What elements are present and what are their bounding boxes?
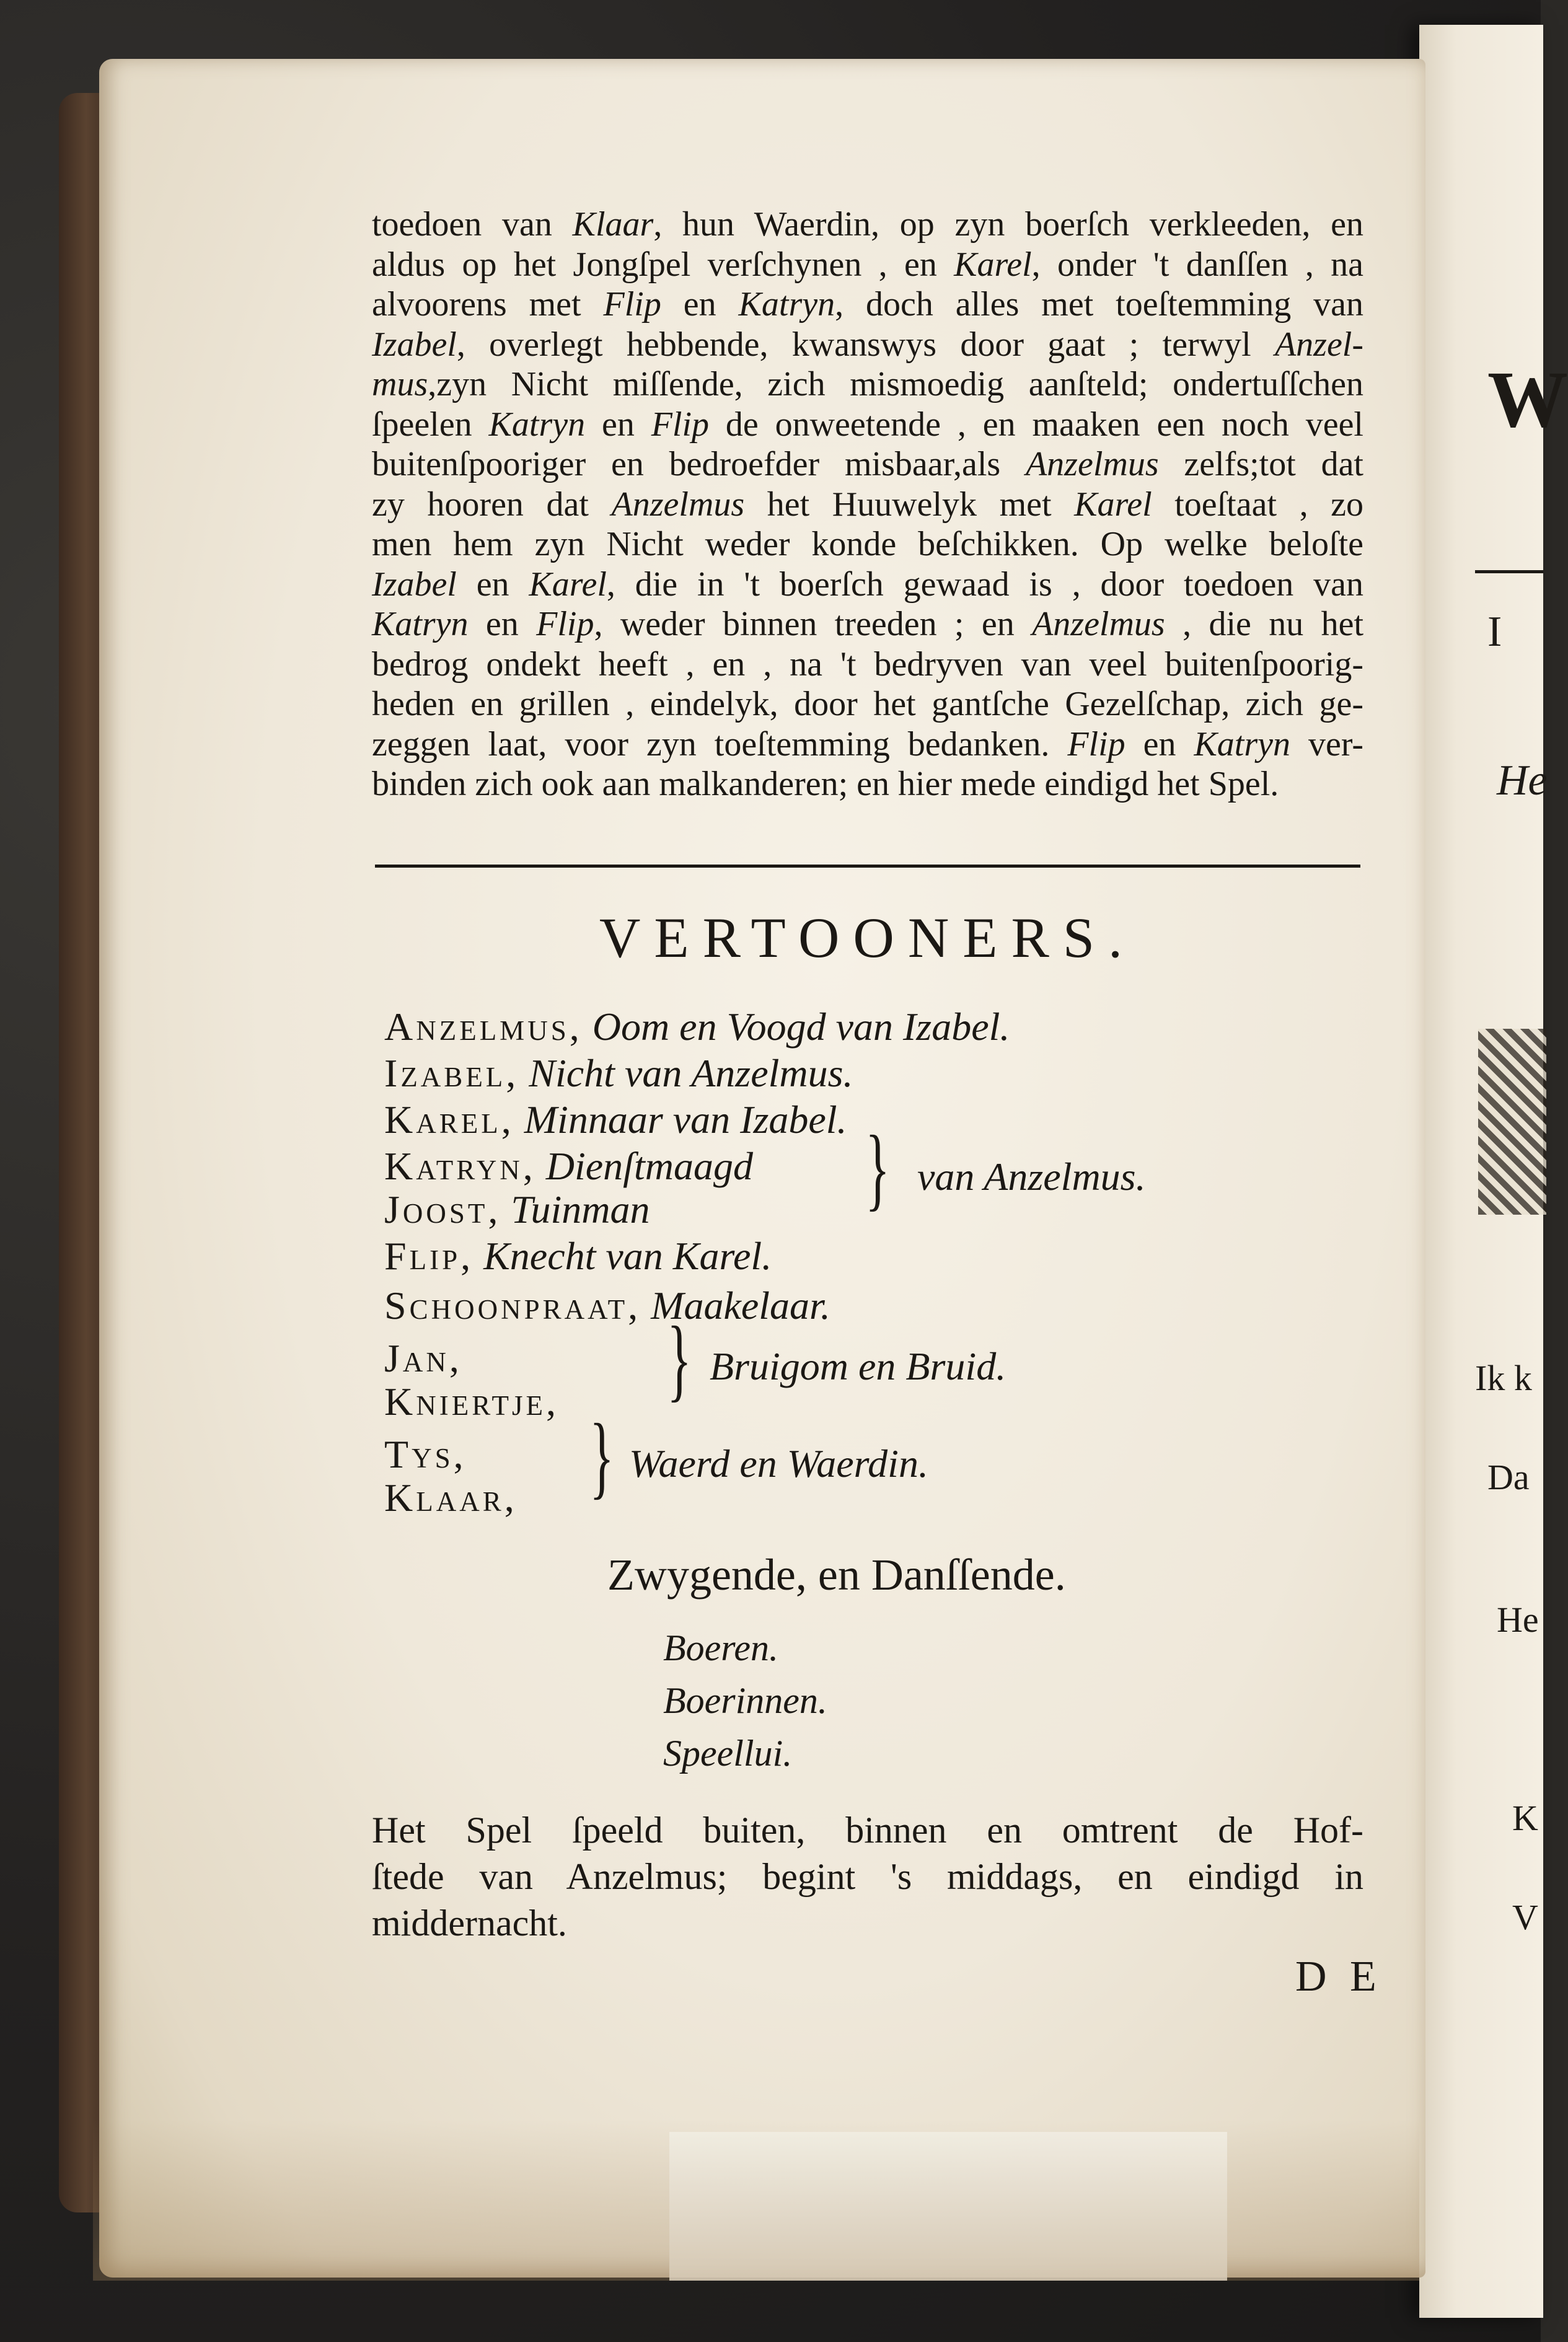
synopsis-segment: , hun Waerdin, op zyn boerſch verkleeden, en [653,205,1364,244]
synopsis-segment: en [661,285,739,324]
synopsis-segment: Katryn [1194,724,1291,764]
synopsis-line [372,565,1363,604]
synopsis-line [372,645,1363,684]
synopsis-segment: binden zich ook aan malkanderen; en hier mede eindigd het Spel. [372,765,1279,803]
section-rule [375,865,1360,868]
synopsis-segment: ,zyn Nicht miſſende, zich mismoedig aanſteld; ondertuſſchen [428,365,1363,403]
facing-page-fragment: Da [1487,1457,1530,1497]
synopsis-segment: , die nu het [1165,605,1364,643]
synopsis-segment: buitenſpooriger en bedroefder misbaar,als [372,445,1026,483]
extras-item: Boerinnen. [663,1680,827,1721]
synopsis-line [372,724,1363,764]
facing-page-fragment: K [1512,1798,1538,1838]
synopsis-segment: zeggen laat, voor zyn toeſtemming bedanken. [372,724,1068,764]
facing-page-fragment: He [1497,757,1548,804]
synopsis-segment: Karel [954,245,1032,284]
synopsis-segment: Karel [1074,485,1152,524]
synopsis-segment: Anzel- [1274,325,1363,364]
synopsis-segment: de onweetende , en maaken een noch veel [709,405,1363,444]
cast-entry [384,1432,467,1477]
synopsis-segment: en [456,565,529,604]
setting-line: Het Spel ſpeeld buiten, binnen en omtrent de Hof- [372,1810,1363,1851]
synopsis-line [372,205,1363,244]
extras-item: Boeren. [663,1627,779,1668]
synopsis-segment: Katryn [738,285,835,324]
cast-role: Minnaar van Izabel. [524,1098,847,1142]
cast-name: Karel, [384,1098,514,1142]
cast-entry [384,1004,1010,1050]
extras-item: Speellui. [663,1733,793,1774]
cast-role: Knecht van Karel. [483,1234,772,1278]
synopsis-line [372,684,1363,724]
synopsis-segment: toedoen van [372,205,573,244]
synopsis-segment: Karel [529,565,607,604]
cast-entry [384,1233,772,1279]
synopsis-segment: , onder 't danſſen , na [1031,245,1363,284]
synopsis-segment: , die in 't boerſch gewaad is , door toedoen van [606,565,1363,604]
cast-name: Flip, [384,1234,474,1278]
paper-slip [669,2132,1227,2281]
cast-role: Oom en Voogd van Izabel. [592,1005,1010,1049]
synopsis-line [372,245,1363,284]
group-label-servants: van Anzelmus. [917,1155,1146,1199]
setting-line: ſtede van Anzelmus; begint 's middags, en eindigd in [372,1856,1363,1897]
facing-page-fragment: I [1487,608,1502,656]
synopsis-segment: Flip [651,405,710,444]
synopsis-line [372,284,1363,324]
synopsis-segment: Izabel [372,325,457,364]
group-label-innkeepers: Waerd en Waerdin. [629,1442,928,1486]
cast-entry [384,1379,559,1425]
synopsis-segment: Anzelmus [1032,605,1165,643]
synopsis-line [372,485,1363,524]
synopsis-segment: Anzelmus [1025,445,1159,483]
synopsis-line [372,444,1363,484]
synopsis-segment: en [585,405,651,444]
facing-page-fragment: He [1497,1600,1539,1640]
cast-role: Maakelaar. [651,1283,830,1327]
cast-name: Kniertje, [384,1380,559,1424]
brace-couple: } [667,1308,692,1411]
synopsis-segment: Flip [603,285,661,324]
synopsis-segment: zy hooren dat [372,485,612,524]
synopsis-line [372,604,1363,644]
synopsis-segment: Izabel [372,565,457,604]
synopsis-segment: ſpeelen [372,405,489,444]
cast-name: Tys, [384,1432,467,1476]
cast-name: Jan, [384,1336,462,1380]
facing-page-fragment: Ik k [1475,1358,1532,1398]
cast-name: Katryn, [384,1144,536,1188]
catchword: D E [1295,1953,1383,2001]
cast-entry [384,1097,847,1143]
synopsis-segment: en [1125,724,1194,764]
synopsis-segment: mus [372,365,428,403]
synopsis-segment: Anzelmus [611,485,745,524]
brace-servants: } [865,1117,890,1220]
synopsis-segment: Katryn [488,405,586,444]
synopsis-segment: alvoorens met [372,285,604,324]
synopsis-segment: ver- [1290,724,1364,764]
facing-page-ornament [1478,1029,1546,1215]
synopsis-segment: en [468,605,537,643]
synopsis-segment: Klaar [572,205,654,244]
synopsis-segment: , overlegt hebbende, kwanswys door gaat ; terwyl [456,325,1275,364]
cast-name: Anzelmus, [384,1005,583,1049]
cast-role: Nicht van Anzelmus. [529,1051,853,1095]
synopsis-segment: toeſtaat , zo [1152,485,1364,524]
synopsis-segment: Katryn [372,605,469,643]
group-label-couple: Bruigom en Bruid. [710,1344,1006,1388]
synopsis-line [372,364,1363,404]
facing-page-fragment: V [1512,1897,1538,1937]
cast-name: Schoonpraat, [384,1283,641,1327]
facing-page-fragment: W [1487,355,1568,444]
cast-name: Izabel, [384,1051,519,1095]
cast-entry [384,1336,462,1381]
cast-name: Joost, [384,1187,501,1231]
synopsis-segment: bedrog ondekt heeft , en , na 't bedryven van veel buitenſpoorig- [372,645,1363,684]
cast-role: Dienſtmaagd [545,1144,753,1188]
cast-name: Klaar, [384,1476,518,1520]
cast-entry [384,1187,650,1233]
cast-role: Tuinman [511,1187,650,1231]
setting-line: middernacht. [372,1903,567,1944]
synopsis-line [372,764,1363,804]
brace-innkeepers: } [589,1405,614,1508]
synopsis-line [372,325,1363,364]
synopsis-segment: , doch alles met toeſtemming van [835,285,1364,324]
synopsis-line [372,405,1363,444]
synopsis-segment: Flip [536,605,594,643]
silent-heading: Zwygende, en Danſſende. [607,1550,1066,1600]
cast-heading: VERTOONERS. [599,906,1137,969]
synopsis-line [372,524,1363,564]
synopsis-segment: zelfs;tot dat [1158,445,1363,483]
synopsis-segment: men hem zyn Nicht weder konde beſchikken. Op welke beloſte [372,525,1363,563]
synopsis-segment: Flip [1067,724,1125,764]
facing-page-rule [1475,570,1543,573]
synopsis-segment: het Huuwelyk met [744,485,1075,524]
cast-entry [384,1143,753,1189]
cast-entry [384,1475,518,1521]
cast-entry [384,1283,830,1329]
synopsis-segment: aldus op het Jongſpel verſchynen , en [372,245,954,284]
synopsis-segment: heden en grillen , eindelyk, door het gantſche Gezelſchap, zich ge- [372,685,1363,723]
cast-entry [384,1050,853,1096]
synopsis-segment: , weder binnen treeden ; en [594,605,1033,643]
